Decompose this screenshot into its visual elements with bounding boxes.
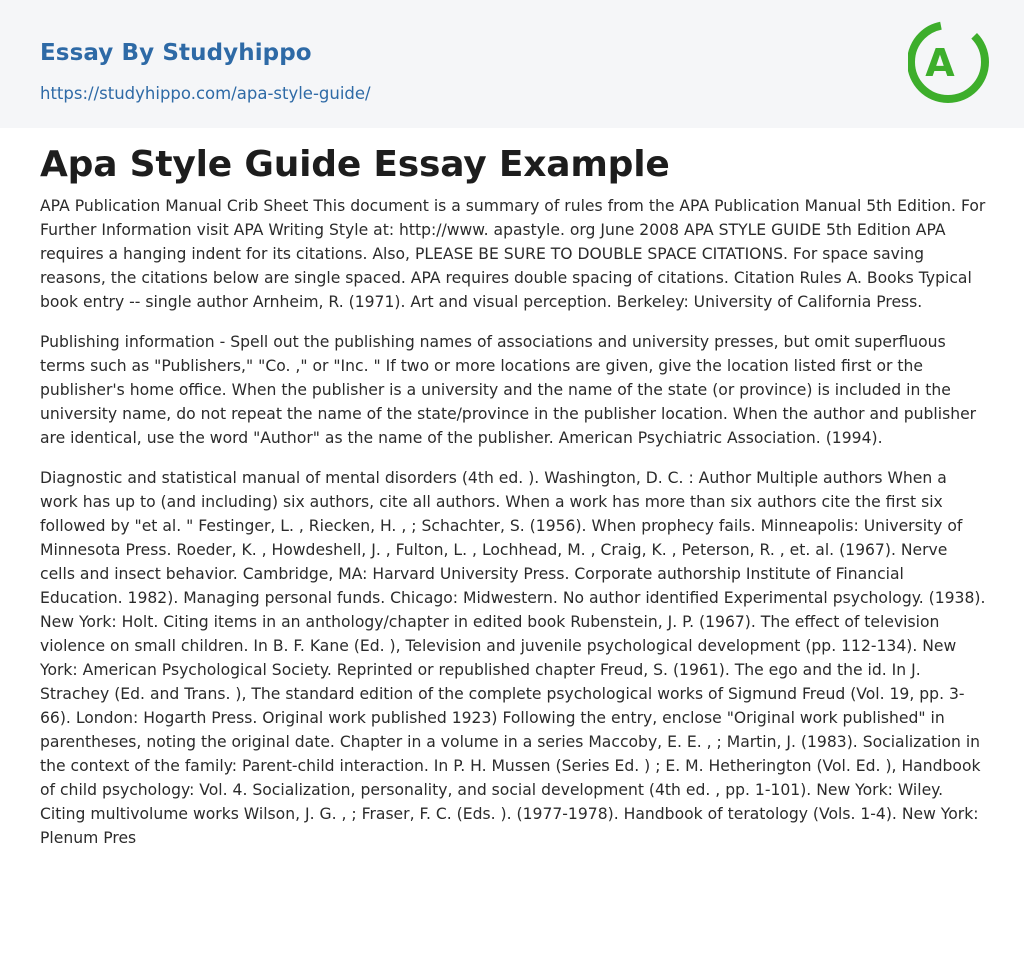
logo-letter: A (925, 41, 955, 85)
article-paragraph: Diagnostic and statistical manual of mental disorders (4th ed. ). Washington, D. C. : Author Multiple authors When a work has up to (and including) six authors, cite all authors. When a work has more than six authors cite the first six followed by "et al. " Festinger, L. , Riecken, H. , ; Schachter, S. (1956). When prophecy fails. Minneapolis: University of Minnesota Press. Roeder, K. , Howdeshell, J. , Fulton, L. , Lochhead, M. , Craig, K. , Peterson, R. , et. al. (1967). Nerve cells and insect behavior. Cambridge, MA: Harvard University Press. Corporate authorship Institute of Financial Education. 1982). Managing personal funds. Chicago: Midwestern. No author identified Experimental psychology. (1938). New York: Holt. Citing items in an anthology/chapter in edited book Rubenstein, J. P. (1967). The effect of television violence on small children. In B. F. Kane (Ed. ), Television and juvenile psychological development (pp. 112-134). New York: American Psychological Society. Reprinted or republished chapter Freud, S. (1961). The ego and the id. In J. Strachey (Ed. and Trans. ), The standard edition of the complete psychological works of Sigmund Freud (Vol. 19, pp. 3-66). London: Hogarth Press. Original work published 1923) Following the entry, enclose "Original work published" in parentheses, noting the original date. Chapter in a volume in a series Maccoby, E. E. , ; Martin, J. (1983). Socialization in the context of the family: Parent-child interaction. In P. H. Mussen (Series Ed. ) ; E. M. Hetherington (Vol. Ed. ), Handbook of child psychology: Vol. 4. Socialization, personality, and social development (4th ed. , pp. 1-101). New York: Wiley. Citing multivolume works Wilson, J. G. , ; Fraser, F. C. (Eds. ). (1977-1978). Handbook of teratology (Vols. 1-4). New York: Plenum Pres (40, 469, 986, 847)
studyhippo-logo-icon[interactable] (908, 16, 990, 108)
logo-graphic (908, 16, 990, 108)
site-brand[interactable]: Essay By Studyhippo (40, 40, 312, 66)
page-title: Apa Style Guide Essay Example (40, 144, 670, 185)
article-body (40, 194, 986, 866)
page-url-link[interactable]: https://studyhippo.com/apa-style-guide/ (40, 84, 371, 103)
site-header (0, 0, 1024, 128)
article-paragraph: APA Publication Manual Crib Sheet This document is a summary of rules from the APA Publication Manual 5th Edition. For Further Information visit APA Writing Style at: http://www. apastyle. org June 2008 APA STYLE GUIDE 5th Edition APA requires a hanging indent for its citations. Also, PLEASE BE SURE TO DOUBLE SPACE CITATIONS. For space saving reasons, the citations below are single spaced. APA requires double spacing of citations. Citation Rules A. Books Typical book entry -- single author Arnheim, R. (1971). Art and visual perception. Berkeley: University of California Press. (40, 197, 986, 311)
article-paragraph: Publishing information - Spell out the publishing names of associations and university presses, but omit superfluous terms such as "Publishers," "Co. ," or "Inc. " If two or more locations are given, give the location listed first or the publisher's home office. When the publisher is a university and the name of the state (or province) is included in the university name, do not repeat the name of the state/province in the publisher location. When the author and publisher are identical, use the word "Author" as the name of the publisher. American Psychiatric Association. (1994). (40, 333, 977, 447)
